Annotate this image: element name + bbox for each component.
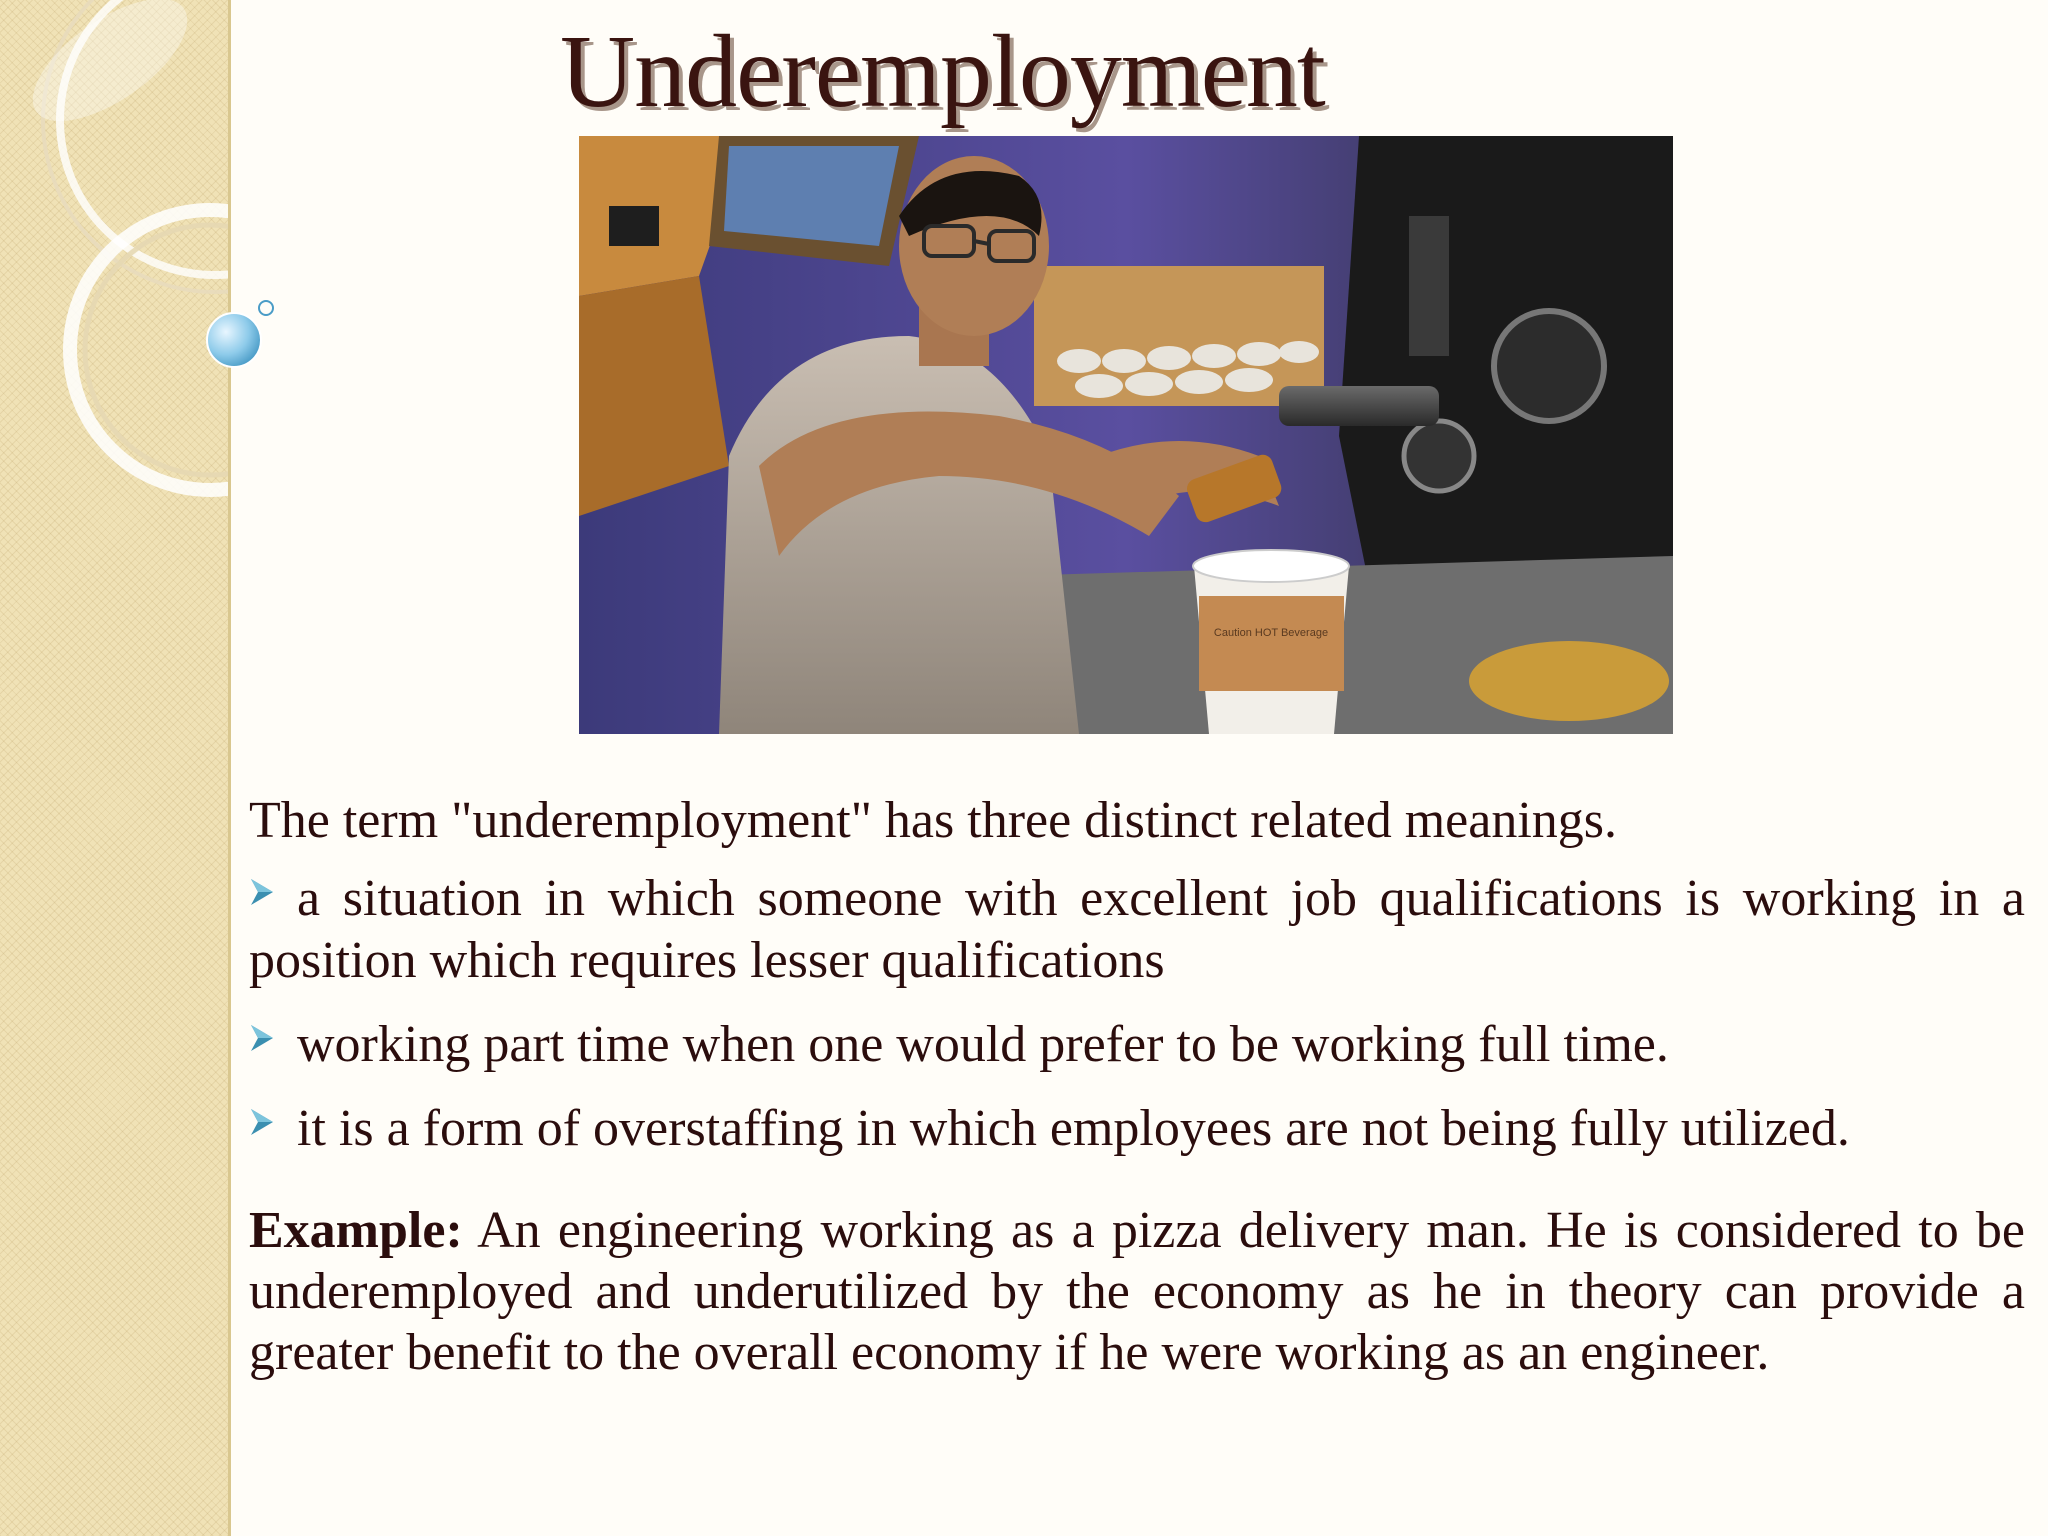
circle-ornament-icon: [0, 0, 231, 520]
example-label: Example:: [249, 1202, 463, 1259]
bullet-text: working part time when one would prefer to be working full time.: [297, 1016, 1669, 1073]
svg-text:Caution HOT Beverage: Caution HOT Beverage: [1213, 627, 1329, 639]
bullet-item: [249, 1098, 2025, 1160]
bullet-item: [249, 1014, 2025, 1076]
example-paragraph: [249, 1200, 2025, 1383]
barista-photo: [579, 136, 1673, 734]
decorative-sidebar: [0, 0, 231, 1536]
bubble-ornament-icon: [200, 290, 290, 380]
arrow-bullet-icon: [249, 1023, 275, 1053]
example-text: An engineering working as a pizza delivery man. He is considered to be underemployed and underutilized by the economy as he in theory can provide a greater benefit to the overall economy if he were working as an engineer.: [249, 1202, 2025, 1381]
arrow-bullet-icon: [249, 1107, 275, 1137]
bullet-text: a situation in which someone with excellent job qualifications is working in a position which requires lesser qualifications: [249, 870, 2025, 989]
arrow-bullet-icon: [249, 877, 275, 907]
intro-text: The term "underemployment" has three distinct related meanings.: [249, 792, 1618, 849]
bullet-text: it is a form of overstaffing in which employees are not being fully utilized.: [297, 1100, 1850, 1157]
slide-body: [249, 790, 2025, 1383]
slide-title: Underemployment: [560, 14, 1325, 129]
bullet-item: [249, 868, 2025, 992]
